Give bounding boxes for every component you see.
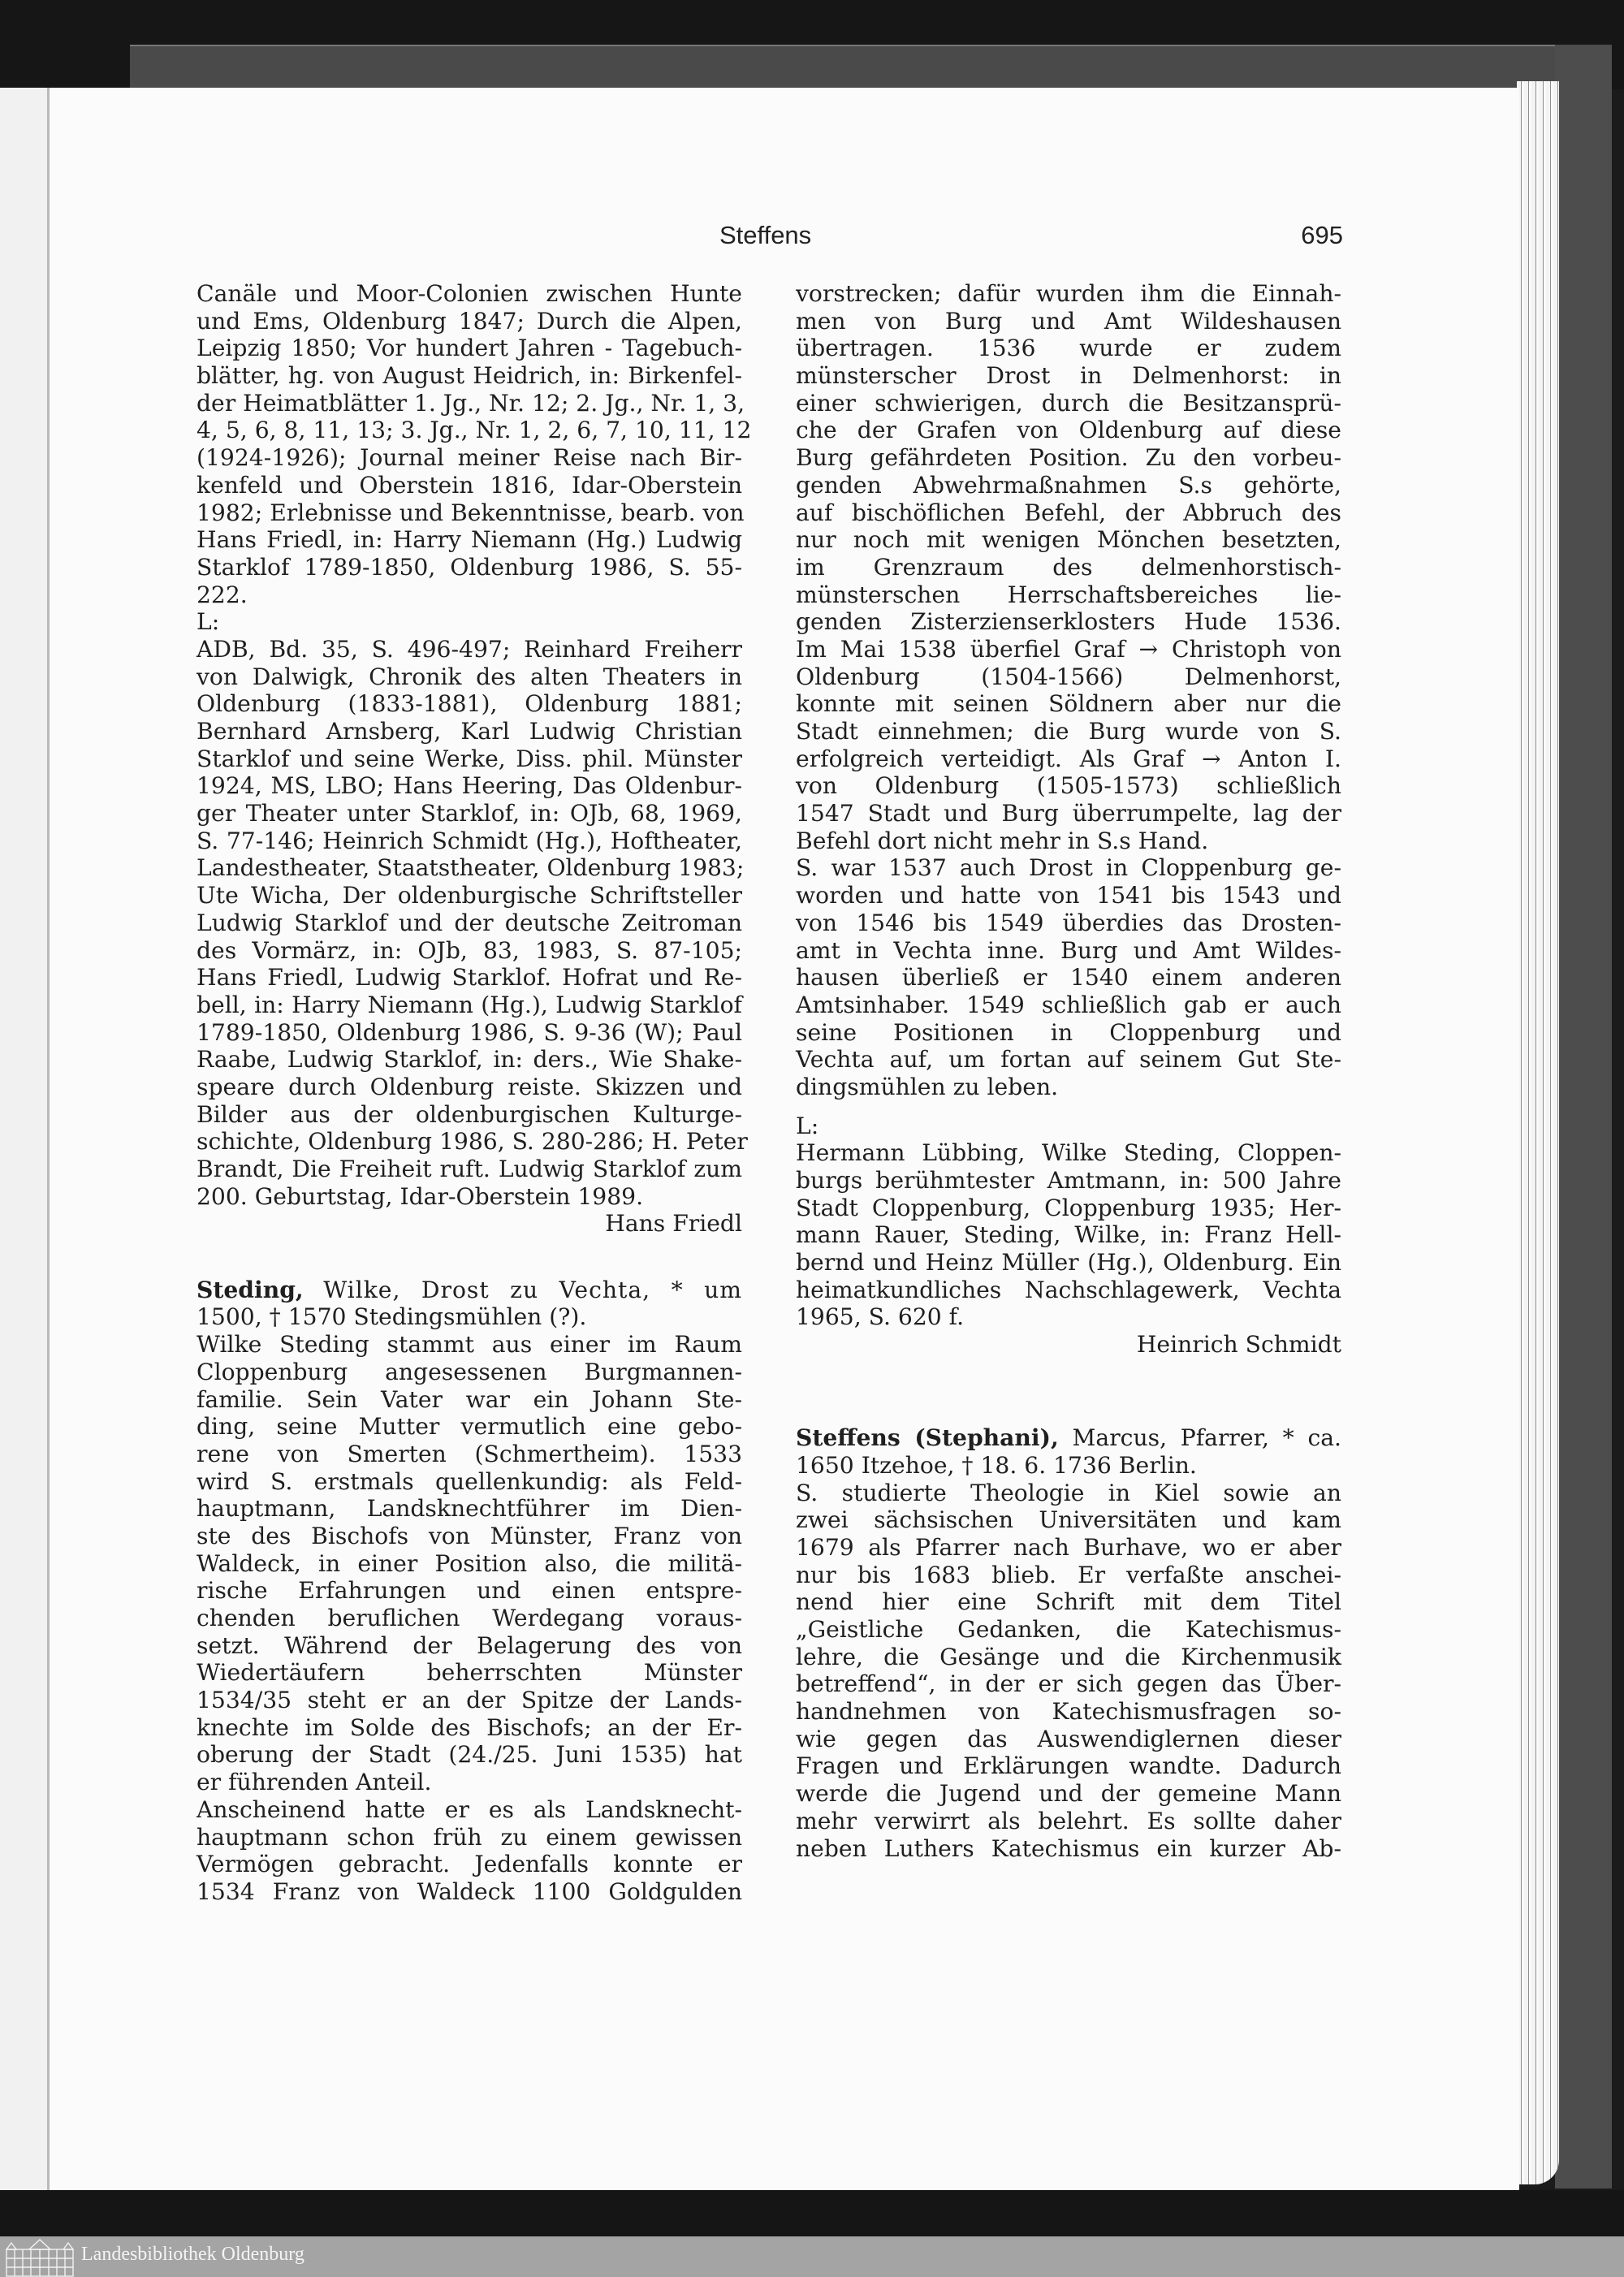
text-line: übertragen. 1536 wurde er zudem [796,335,1341,362]
book-cover-right-edge [1555,45,1612,2188]
text-line: der Heimatblätter 1. Jg., Nr. 12; 2. Jg., Nr. 1, 3, [197,389,745,417]
entry-steffens [796,1424,1341,1862]
text-line: münsterschen Herrschaftsbereiches lie- [796,581,1341,608]
text-line: seine Positionen in Cloppenburg und [796,1018,1341,1046]
text-line: nur noch mit wenigen Mönchen besetzten, [796,526,1341,554]
text-line: oberung der Stadt (24./25. Juni 1535) hat [197,1741,742,1769]
running-title: Steffens [719,221,812,249]
text-line: von 1546 bis 1549 überdies das Drosten- [796,909,1341,936]
text-line: Raabe, Ludwig Starklof, in: ders., Wie Shake- [197,1046,742,1074]
text-line: Canäle und Moor-Colonien zwischen Hunte [197,280,742,307]
text-line: Bilder aus der oldenburgischen Kulturge- [197,1100,742,1128]
text-line: 1982; Erlebnisse und Bekenntnisse, bearb. von [197,499,745,526]
text-line: ding, seine Mutter vermutlich eine gebo- [197,1413,742,1441]
text-line: rene von Smerten (Schmertheim). 1533 [197,1440,742,1467]
text-line: neben Luthers Katechismus ein kurzer Ab- [796,1834,1341,1862]
entry-heading-dates: 1500, † 1570 Stedingsmühlen (?). [197,1303,587,1331]
text-line: 1534 Franz von Waldeck 1100 Goldgulden [197,1877,742,1905]
text-line: Landestheater, Staatstheater, Oldenburg 1983; [197,854,745,882]
text-line: 1679 als Pfarrer nach Burhave, wo er aber [796,1533,1341,1561]
text-line: münsterscher Drost in Delmenhorst: in [796,362,1341,390]
text-line: und Ems, Oldenburg 1847; Durch die Alpen, [197,307,742,335]
entry-heading-dates: 1650 Itzehoe, † 18. 6. 1736 Berlin. [796,1451,1197,1479]
text-line: Oldenburg (1504-1566) Delmenhorst, [796,663,1341,690]
entry-heading-details: Wilke, Drost zu Vechta, * um [323,1276,742,1303]
starklof-works-list [197,280,752,608]
page-stack-edges [1517,81,1559,2184]
text-line: von Dalwigk, Chronik des alten Theaters in [197,663,742,690]
library-building-icon [5,2238,75,2277]
text-line: konnte mit seinen Söldnern aber nur die [796,690,1341,718]
text-line: mehr verwirrt als belehrt. Es sollte daher [796,1807,1341,1834]
text-line: (1924-1926); Journal meiner Reise nach Bir- [197,444,742,472]
text-line: ste des Bischofs von Münster, Franz von [197,1522,742,1549]
text-line: bell, in: Harry Niemann (Hg.), Ludwig Starklof [197,991,742,1018]
text-line: 1924, MS, LBO; Hans Heering, Das Oldenbur- [197,772,742,800]
text-line: Oldenburg (1833-1881), Oldenburg 1881; [197,690,742,718]
text-line: burgs berühmtester Amtmann, in: 500 Jahre [796,1167,1341,1194]
text-line: S. war 1537 auch Drost in Cloppenburg ge- [796,854,1341,882]
text-line: ger Theater unter Starklof, in: OJb, 68, 1969, [197,800,742,827]
text-line: kenfeld und Oberstein 1816, Idar-Oberstein [197,471,742,499]
left-column [197,280,752,1906]
text-line: handnehmen von Katechismusfragen so- [796,1698,1341,1726]
entry-steding-continued [796,280,1341,1101]
text-line: Fragen und Erklärungen wandte. Dadurch [796,1752,1341,1780]
text-line: Leipzig 1850; Vor hundert Jahren - Tagebuch- [197,335,742,362]
text-line: „Geistliche Gedanken, die Katechismus- [796,1616,1341,1643]
text-line: erfolgreich verteidigt. Als Graf → Anton I. [796,745,1341,772]
text-line: hausen überließ er 1540 einem anderen [796,964,1341,992]
text-line: bernd und Heinz Müller (Hg.), Oldenburg. Ein [796,1249,1341,1277]
text-line: Ludwig Starklof und der deutsche Zeitroman [197,909,742,936]
text-line: 200. Geburtstag, Idar-Oberstein 1989. [197,1182,644,1210]
literature-label: L: [197,608,220,636]
entry-heading-line [197,1277,742,1304]
text-line: chenden beruflichen Werdegang voraus- [197,1605,742,1631]
text-line: des Vormärz, in: OJb, 83, 1983, S. 87-105; [197,936,742,964]
text-line: wird S. erstmals quellenkundig: als Feld- [197,1467,742,1495]
text-line: Brandt, Die Freiheit ruft. Ludwig Starklof zum [197,1156,742,1182]
text-line: Waldeck, in einer Position also, die militä- [197,1549,742,1577]
text-line: familie. Sein Vater war ein Johann Ste- [197,1385,742,1413]
text-line: 4, 5, 6, 8, 11, 13; 3. Jg., Nr. 1, 2, 6, 7, 10, 11, 12 [197,417,752,444]
text-line: vorstrecken; dafür wurden ihm die Einnah- [796,280,1341,307]
text-line: Wilke Steding stammt aus einer im Raum [197,1331,742,1359]
starklof-literature-list [197,635,748,1210]
text-line: S. 77-146; Heinrich Schmidt (Hg.), Hoftheater, [197,827,742,854]
text-line: 1789-1850, Oldenburg 1986, S. 9-36 (W); Paul [197,1018,742,1046]
text-line: Stadt Cloppenburg, Cloppenburg 1935; Her- [796,1194,1341,1221]
entry-heading-line [796,1424,1341,1452]
book-cover-top-edge [130,45,1575,91]
text-line: men von Burg und Amt Wildeshausen [796,307,1341,335]
entry-headword: Steding, [197,1276,304,1303]
text-line: rische Erfahrungen und einen entspre- [197,1577,742,1605]
text-line: von Oldenburg (1505-1573) schließlich [796,772,1341,800]
steding-literature-list [796,1139,1341,1331]
text-line: Hermann Lübbing, Wilke Steding, Cloppen- [796,1139,1341,1167]
text-line: er führenden Anteil. [197,1769,432,1796]
text-line: ADB, Bd. 35, S. 496-497; Reinhard Freiherr [197,635,742,663]
text-line: Stadt einnehmen; die Burg wurde von S. [796,718,1341,745]
text-line: wie gegen das Auswendiglernen dieser [796,1725,1341,1752]
text-line: Vermögen gebracht. Jedenfalls konnte er [197,1851,742,1878]
text-line: 1534/35 steht er an der Spitze der Lands- [197,1687,742,1714]
text-line: nend hier eine Schrift mit dem Titel [796,1588,1341,1616]
text-line: knechte im Solde des Bischofs; an der Er- [197,1713,742,1741]
entry-heading-details: Marcus, Pfarrer, * ca. [1072,1424,1342,1452]
text-line: hauptmann, Landsknechtführer im Dien- [197,1495,742,1523]
text-line: 1547 Stadt und Burg überrumpelte, lag der [796,800,1341,827]
text-line: Starklof 1789-1850, Oldenburg 1986, S. 55- [197,553,742,581]
text-line: S. studierte Theologie in Kiel sowie an [796,1479,1341,1506]
library-name: Landesbibliothek Oldenburg [81,2244,304,2265]
text-line: Amtsinhaber. 1549 schließlich gab er auch [796,991,1341,1018]
facing-page-sliver [0,88,50,2191]
text-line: 222. [197,581,248,608]
text-line: speare durch Oldenburg reiste. Skizzen und [197,1073,742,1100]
text-line: Hans Friedl, in: Harry Niemann (Hg.) Ludwig [197,526,742,554]
entry-headword: Steffens (Stephani), [796,1424,1059,1452]
text-line: che der Grafen von Oldenburg auf diese [796,417,1341,444]
text-line: dingsmühlen zu leben. [796,1073,1059,1100]
text-line: Wiedertäufern beherrschten Münster [197,1659,742,1687]
text-line: amt in Vechta inne. Burg und Amt Wildes- [796,936,1341,964]
text-line: zwei sächsischen Universitäten und kam [796,1506,1341,1534]
text-line: Starklof und seine Werke, Diss. phil. Münster [197,745,742,772]
text-line: lehre, die Gesänge und die Kirchenmusik [796,1643,1341,1670]
literature-label: L: [796,1112,819,1139]
text-line: setzt. Während der Belagerung des von [197,1631,742,1659]
text-line: hauptmann schon früh zu einem gewissen [197,1823,742,1851]
page-number: 695 [1301,221,1343,249]
text-line: im Grenzraum des delmenhorstisch- [796,553,1341,581]
scan-background-bottom [0,2190,1624,2236]
text-line: werde die Jugend und der gemeine Mann [796,1780,1341,1808]
text-line: Hans Friedl, Ludwig Starklof. Hofrat und Re- [197,964,742,992]
text-line: nur bis 1683 blieb. Er verfaßte anschei- [796,1561,1341,1588]
text-line: genden Zisterzienserklosters Hude 1536. [796,608,1341,636]
entry-steding [197,1277,742,1906]
text-line: Burg gefährdeten Position. Zu den vorbeu- [796,444,1341,472]
text-line: schichte, Oldenburg 1986, S. 280-286; H. Peter [197,1128,748,1156]
text-line: Anscheinend hatte er es als Landsknecht- [197,1795,742,1823]
text-line: Im Mai 1538 überfiel Graf → Christoph von [796,635,1341,663]
right-column [796,280,1341,1862]
text-line: Cloppenburg angesessenen Burgmannen- [197,1358,742,1385]
text-line: heimatkundliches Nachschlagewerk, Vechta [796,1276,1341,1303]
text-line: mann Rauer, Steding, Wilke, in: Franz Hell- [796,1221,1341,1249]
text-line: worden und hatte von 1541 bis 1543 und [796,882,1341,910]
text-line: genden Abwehrmaßnahmen S.s gehörte, [796,471,1341,499]
text-line: Ute Wicha, Der oldenburgische Schriftsteller [197,882,742,910]
article-author: Hans Friedl [605,1210,742,1238]
text-line: auf bischöflichen Befehl, der Abbruch des [796,499,1341,526]
text-line: betreffend“, in der er sich gegen das Über- [796,1670,1341,1698]
text-line: Befehl dort nicht mehr in S.s Hand. [796,827,1209,854]
text-line: einer schwierigen, durch die Besitzansprü- [796,389,1341,417]
article-author: Heinrich Schmidt [1136,1331,1341,1359]
text-line: blätter, hg. von August Heidrich, in: Birkenfel- [197,362,742,390]
text-line: Bernhard Arnsberg, Karl Ludwig Christian [197,718,742,745]
text-line: Vechta auf, um fortan auf seinem Gut Ste- [796,1046,1341,1074]
text-line: 1965, S. 620 f. [796,1303,965,1331]
